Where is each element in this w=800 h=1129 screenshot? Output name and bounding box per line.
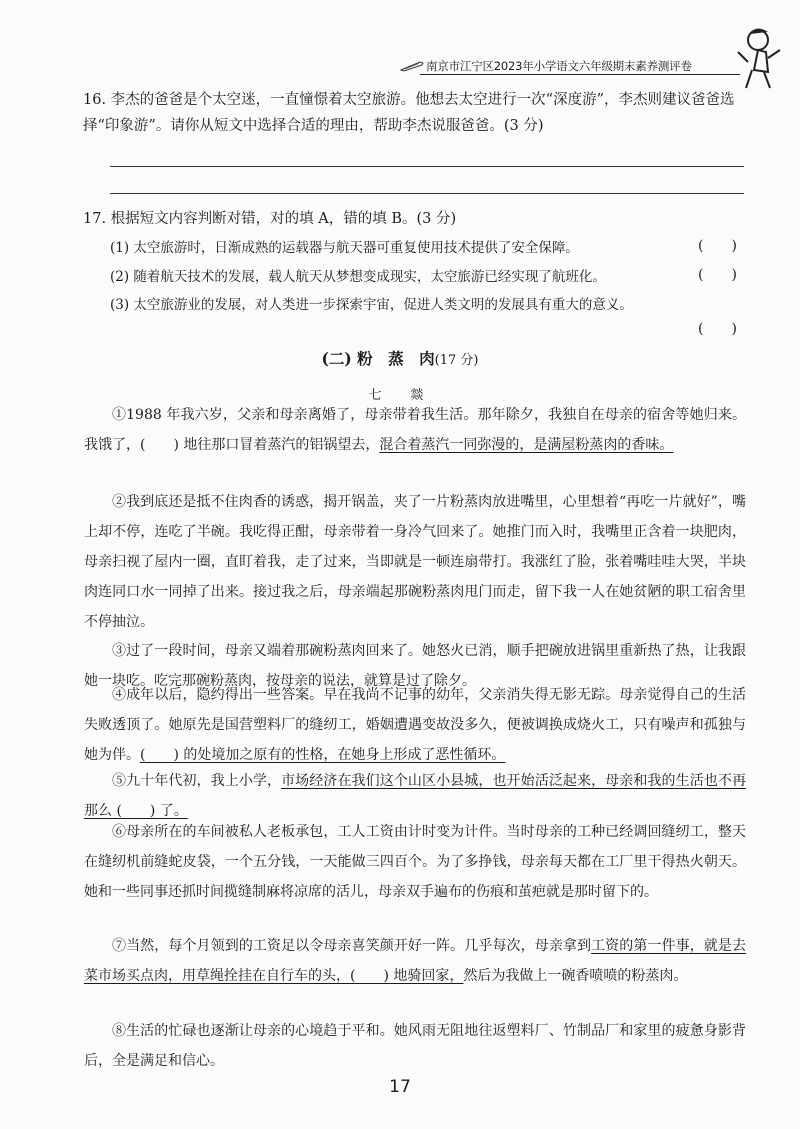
q17-answer-blank-3[interactable]: ( ): [698, 321, 737, 337]
answer-line-1[interactable]: [110, 166, 744, 167]
section-score: (17 分): [434, 353, 479, 368]
mascot-illustration-icon: [728, 22, 784, 92]
paragraph-7-underlined: 工资的第一件事，就是去菜市场买点肉，用草绳拴挂在自行车的头，( ) 地骑回家，: [84, 938, 747, 984]
paragraph-1-underlined: 混合着蒸汽一同弥漫的，是满屋粉蒸肉的香味。: [379, 437, 674, 453]
answer-line-2[interactable]: [110, 193, 744, 194]
paragraph-1: [84, 400, 746, 460]
q17-item-2: (2) 随着航天技术的发展，载人航天从梦想变成现实，太空旅游已经实现了航班化。: [110, 269, 606, 285]
paragraph-4-text: ④成年以后，隐约得出一些答案。早在我尚不记事的幼年，父亲消失得无影无踪。母亲觉得自己的生活失败透顶了。她原先是国营塑料厂的缝纫工，婚姻遭遇变故没多久，便被调换成烧火工，只有噪声和孤独与她为伴。: [84, 687, 746, 763]
q17-answer-blank-2[interactable]: ( ): [698, 267, 737, 283]
question-16: 16. 李杰的爸爸是个太空迷，一直憧憬着太空旅游。他想去太空进行一次“深度游”，李杰则建议爸爸选择“印象游”。请你从短文中选择合适的理由，帮助李杰说服爸爸。(3 分): [83, 92, 735, 134]
section-title-text: (二) 粉 蒸 肉: [321, 349, 435, 368]
paragraph-8: ⑧生活的忙碌也逐渐让母亲的心境趋于平和。她风雨无阻地往返塑料厂、竹制品厂和家里的疲惫身影背后，全是满足和信心。: [84, 1023, 746, 1069]
header-title: 南京市江宁区2023年小学语文六年级期末素养测评卷: [426, 59, 692, 73]
page-number: 17: [389, 1077, 411, 1097]
paragraph-7-ending: 然后为我做上一碗香喷喷的粉蒸肉。: [463, 968, 688, 984]
q17-item-1: (1) 太空旅游时，日渐成熟的运载器与航天器可重复使用技术提供了安全保障。: [110, 240, 579, 256]
paragraph-1-text: ①1988 年我六岁，父亲和母亲离婚了，母亲带着我生活。那年除夕，我独自在母亲的宿舍等她归来。我饿了，( ) 地往那口冒着蒸汽的铝锅望去，: [84, 407, 746, 453]
paragraph-5-text: ⑤九十年代初，我上小学，: [112, 773, 282, 789]
paragraph-4: [84, 680, 746, 770]
paragraph-4-underlined: ( ) 的处境加之原有的性格，在她身上形成了恶性循环。: [140, 747, 506, 763]
q17-item-3: (3) 太空旅游业的发展，对人类进一步探索宇宙，促进人类文明的发展具有重大的意义。: [110, 297, 633, 313]
question-17-stem: 17. 根据短文内容判断对错，对的填 A，错的填 B。(3 分): [83, 211, 457, 227]
paragraph-5-underlined: 市场经济在我们这个山区小县城，也开始活泛起来，母亲和我的生活也不再那么 ( ) 了。: [84, 773, 747, 819]
page-header: [400, 58, 740, 78]
paragraph-7-text: ⑦当然，每个月领到的工资足以令母亲喜笑颜开好一阵。几乎每次，母亲拿到: [112, 938, 592, 954]
section-title: [0, 347, 800, 369]
paragraph-2: ②我到底还是抵不住肉香的诱惑，揭开锅盖，夹了一片粉蒸肉放进嘴里，心里想着“再吃一片就好”，嘴上却不停，连吃了半碗。我吃得正酣，母亲带着一身冷气回来了。她推门而入时，我嘴里正含着一块肥肉，母亲扫视了屋内一圈，直盯着我，走了过来，当即就是一顿连扇带打。我涨红了脸，张着嘴哇哇大哭，半块肉连同口水一同掉了出来。接过我之后，母亲端起那碗粉蒸肉甩门而走，留下我一人在她贫陋的职工宿舍里不停抽泣。: [84, 494, 746, 630]
paragraph-6: ⑥母亲所在的车间被私人老板承包，工人工资由计时变为计件。当时母亲的工种已经调回缝纫工，整天在缝纫机前缝蛇皮袋，一个五分钱，一天能做三四百个。为了多挣钱，母亲每天都在工厂里干得热火朝天。她和一些同事还抓时间揽缝制麻将凉席的活儿，母亲双手遍布的伤痕和茧疤就是那时留下的。: [84, 824, 746, 900]
header-rule: [420, 74, 740, 75]
q17-answer-blank-1[interactable]: ( ): [698, 238, 737, 254]
author-name: 七 燚: [368, 388, 432, 403]
paragraph-3: ③过了一段时间，母亲又端着那碗粉蒸肉回来了。她怒火已消，顺手把碗放进锅里重新热了热，让我跟她一块吃。吃完那碗粉蒸肉，按母亲的说法，就算是过了除夕。: [84, 643, 746, 689]
paragraph-7: [84, 931, 746, 991]
pen-icon: [400, 60, 424, 72]
